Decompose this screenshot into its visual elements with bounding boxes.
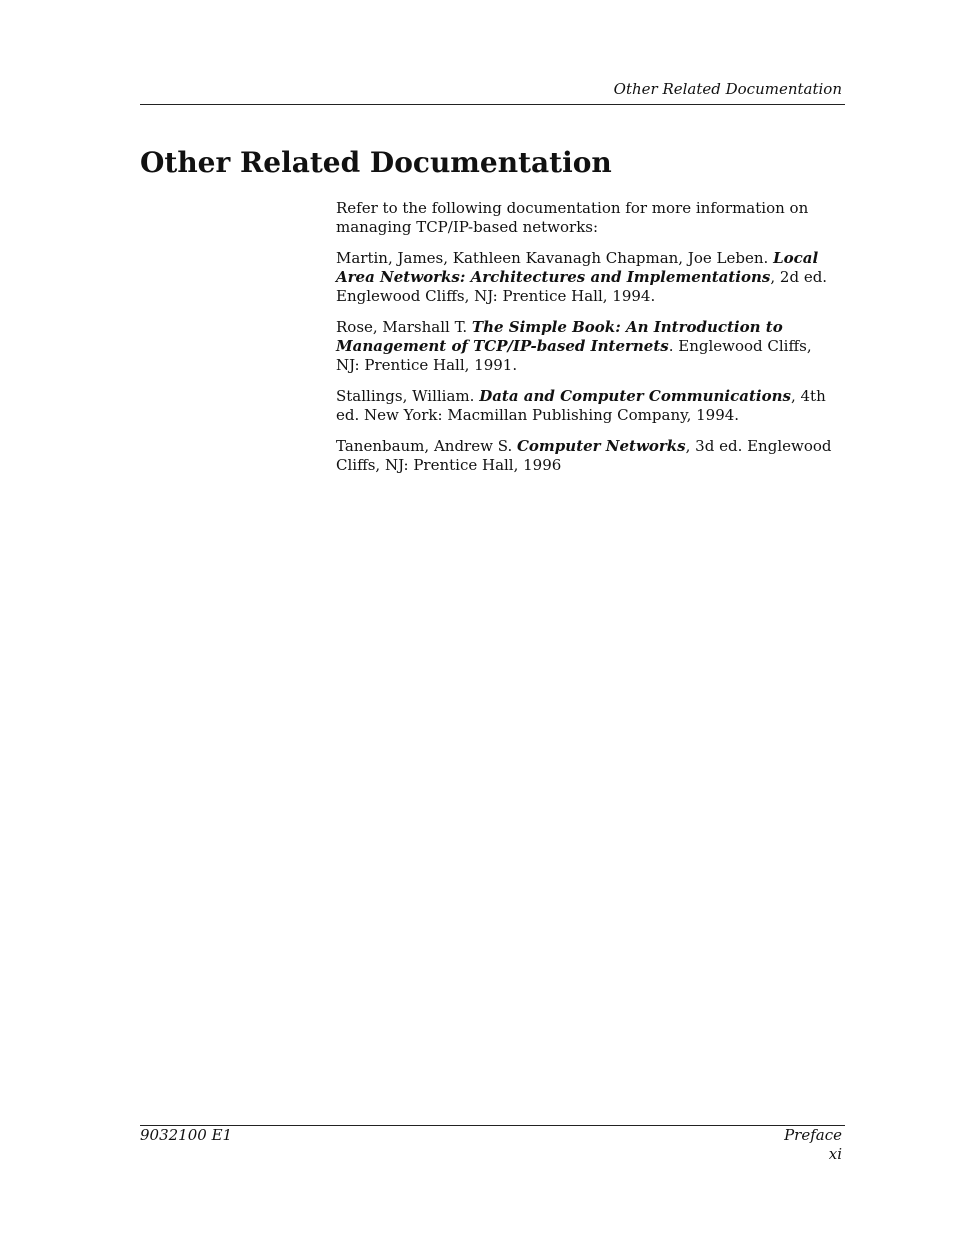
reference-authors: Martin, James, Kathleen Kavanagh Chapman, Joe Leben. [336,249,774,267]
reference-details: , 4th ed. New York: Macmillan Publishing Company, 1994. [336,387,826,424]
page-title: Other Related Documentation [140,146,612,179]
reference-item [336,387,836,425]
footer-page-number: xi [828,1145,842,1163]
intro-paragraph: Refer to the following documentation for more information on managing TCP/IP-based networks: [336,199,809,236]
reference-item [336,249,836,306]
reference-item [336,437,836,475]
reference-item [336,318,836,375]
reference-authors: Rose, Marshall T. [336,318,472,336]
reference-title: Computer Networks [516,437,686,455]
reference-title: Local Area Networks: Architectures and Implementations [336,249,819,286]
reference-authors: Stallings, William. [336,387,480,405]
reference-title: The Simple Book: An Introduction to Management of TCP/IP-based Internets [336,318,783,355]
reference-title: Data and Computer Communications [479,387,791,405]
reference-details: . Englewood Cliffs, NJ: Prentice Hall, 1991. [336,337,812,374]
body-column [336,199,836,487]
header-rule [140,104,845,105]
footer-rule [140,1125,845,1126]
reference-authors: Tanenbaum, Andrew S. [336,437,517,455]
running-header: Other Related Documentation [613,80,842,98]
reference-details: , 2d ed. Englewood Cliffs, NJ: Prentice Hall, 1994. [336,268,828,305]
reference-details: , 3d ed. Englewood Cliffs, NJ: Prentice Hall, 1996 [336,437,832,474]
footer-section-name: Preface [784,1126,842,1144]
footer-doc-number: 9032100 E1 [140,1126,233,1144]
footer-page-info [784,1126,842,1164]
